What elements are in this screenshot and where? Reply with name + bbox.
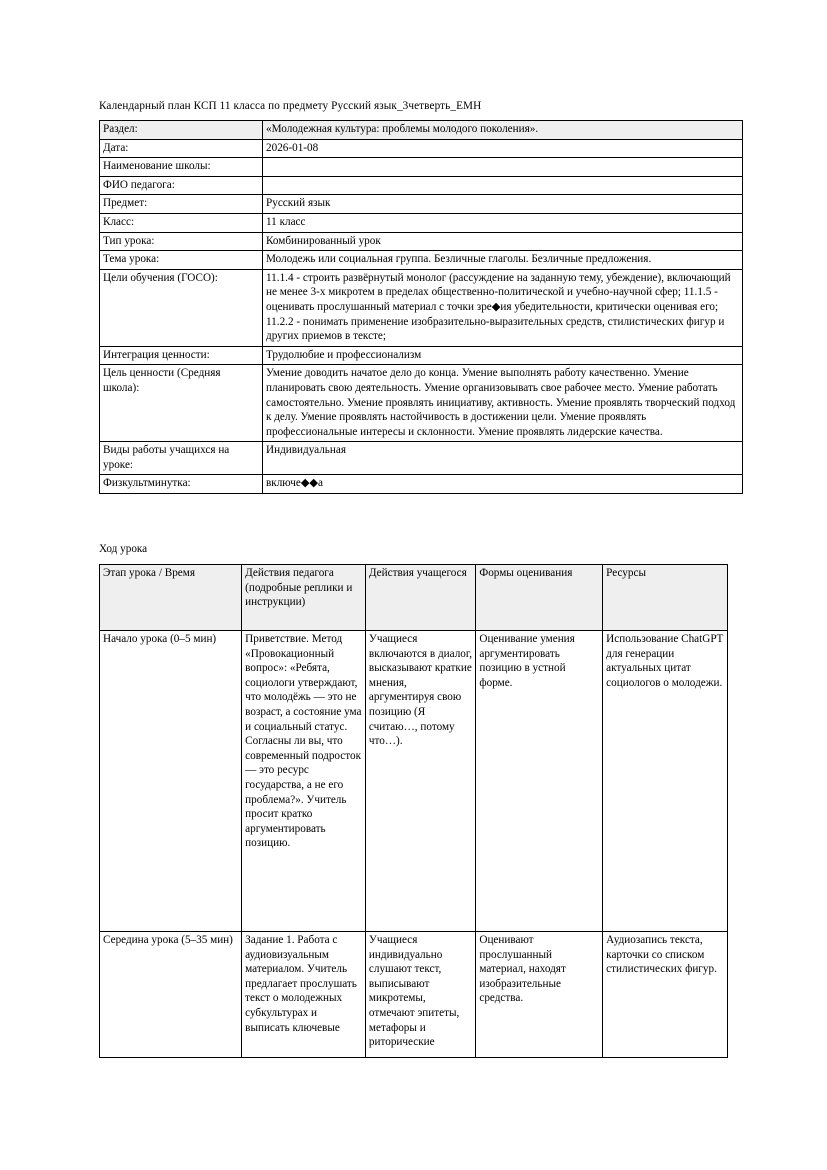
info-label: Цель ценности (Средняя школа): <box>100 365 263 442</box>
cell-student-actions: Учащиеся включаются в диалог, высказывают краткие мнения, аргументируя свою позицию (Я считаю…, потому что…). <box>365 631 475 932</box>
table-row <box>100 346 743 365</box>
table-row <box>100 158 743 177</box>
table-row <box>100 631 728 932</box>
lesson-plan-table <box>99 564 728 1058</box>
column-header-resources: Ресурсы <box>603 565 728 631</box>
table-row <box>100 139 743 158</box>
info-label: Наименование школы: <box>100 158 263 177</box>
table-row <box>100 442 743 475</box>
info-value: Индивидуальная <box>263 442 743 475</box>
column-header-student-actions: Действия учащегося <box>365 565 475 631</box>
info-label: Класс: <box>100 213 263 232</box>
info-label: Интеграция ценности: <box>100 346 263 365</box>
column-header-teacher-actions: Действия педагога (подробные реплики и инструкции) <box>242 565 366 631</box>
column-header-assessment: Формы оценивания <box>476 565 603 631</box>
cell-assessment: Оценивание умения аргументировать позицию в устной форме. <box>476 631 603 932</box>
info-label: Цели обучения (ГОСО): <box>100 269 263 346</box>
page-title: Календарный план КСП 11 класса по предмету Русский язык_3четверть_ЕМН <box>99 100 482 112</box>
table-row <box>100 195 743 214</box>
table-row <box>100 932 728 1058</box>
info-value: 11 класс <box>263 213 743 232</box>
lesson-info-table <box>99 120 743 494</box>
info-value <box>263 176 743 195</box>
info-label: Дата: <box>100 139 263 158</box>
info-label: Тема урока: <box>100 251 263 270</box>
info-label: Виды работы учащихся на уроке: <box>100 442 263 475</box>
info-value: 11.1.4 - строить развёрнутый монолог (рассуждение на заданную тему, убеждение), включающий не менее 3-х микротем в пределах общественно-политической и учебно-научной сфер; 11.1.5 - оценивать прослушанный материал с точки зре◆ия убедительности, критически оценивая его; 11.2.2 - понимать применение изобразительно-выразительных средств, стилистических фигур и других приемов в тексте; <box>263 269 743 346</box>
info-value <box>263 158 743 177</box>
cell-assessment: Оценивают прослушанный материал, находят изобразительные средства. <box>476 932 603 1058</box>
info-value: Умение доводить начатое дело до конца. Умение выполнять работу качественно. Умение планировать свою деятельность. Умение организовывать свое рабочее место. Умение работать самостоятельно. Умение проявлять инициативу, активность. Умение проявлять творческий подход к делу. Умение проявлять настойчивость в достижении цели. Умение проявлять профессиональные интересы и склонности. Умение проявлять лидерские качества. <box>263 365 743 442</box>
section-caption: Ход урока <box>99 543 148 555</box>
info-label: Физкультминутка: <box>100 475 263 494</box>
cell-student-actions: Учащиеся индивидуально слушают текст, выписывают микротемы, отмечают эпитеты, метафоры и риторические <box>365 932 475 1058</box>
info-label: Раздел: <box>100 121 263 140</box>
table-row <box>100 269 743 346</box>
info-value: «Молодежная культура: проблемы молодого поколения». <box>263 121 743 140</box>
info-value: Молодежь или социальная группа. Безличные глаголы. Безличные предложения. <box>263 251 743 270</box>
table-row <box>100 365 743 442</box>
table-row <box>100 251 743 270</box>
cell-stage: Середина урока (5–35 мин) <box>100 932 242 1058</box>
table-header-row <box>100 565 728 631</box>
cell-teacher-actions: Задание 1. Работа с аудиовизуальным материалом. Учитель предлагает прослушать текст о молодежных субкультурах и выписать ключевые <box>242 932 366 1058</box>
info-value: Комбинированный урок <box>263 232 743 251</box>
info-label: Предмет: <box>100 195 263 214</box>
info-value: Русский язык <box>263 195 743 214</box>
cell-resources: Использование ChatGPT для генерации актуальных цитат социологов о молодежи. <box>603 631 728 932</box>
cell-stage: Начало урока (0–5 мин) <box>100 631 242 932</box>
table-row <box>100 121 743 140</box>
table-row <box>100 232 743 251</box>
table-row <box>100 475 743 494</box>
cell-teacher-actions: Приветствие. Метод «Провокационный вопрос»: «Ребята, социологи утверждают, что молодёжь — это не возраст, а состояние ума и социальный статус. Согласны ли вы, что современный подросток — это ресурс государства, а не его проблема?». Учитель просит кратко аргументировать позицию. <box>242 631 366 932</box>
cell-resources: Аудиозапись текста, карточки со списком стилистических фигур. <box>603 932 728 1058</box>
column-header-stage: Этап урока / Время <box>100 565 242 631</box>
info-label: Тип урока: <box>100 232 263 251</box>
table-row <box>100 176 743 195</box>
info-value: включе◆◆а <box>263 475 743 494</box>
info-value: Трудолюбие и профессионализм <box>263 346 743 365</box>
table-row <box>100 213 743 232</box>
info-label: ФИО педагога: <box>100 176 263 195</box>
info-value: 2026-01-08 <box>263 139 743 158</box>
